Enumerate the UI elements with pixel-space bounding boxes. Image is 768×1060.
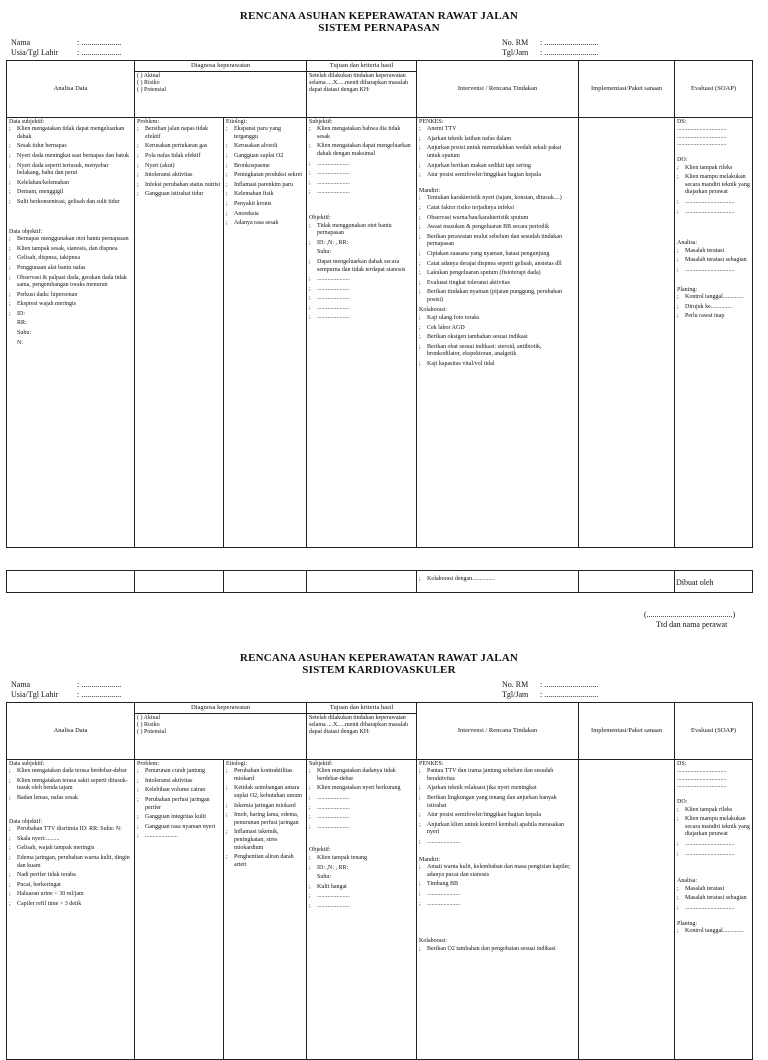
opt-aktual[interactable]: ( ) Aktual — [137, 72, 160, 79]
list-item: ; Ajarkan teknik latihan nafas dalam — [419, 136, 576, 144]
list-item: ; Bronkospasme — [226, 163, 304, 171]
list-item: ; Klien mampu melakukan secara mandiri teknik yang diajarkan perawat — [677, 816, 750, 839]
form-title: RENCANA ASUHAN KEPERAWATAN RAWAT JALAN — [239, 10, 519, 22]
ds-line[interactable]: ................................. — [677, 133, 727, 140]
list-item: ; Klien tampak rileks — [677, 165, 750, 173]
list-item: ; Klien tampak tenang — [309, 855, 414, 863]
penkes-list — [419, 768, 576, 846]
list-item: ; Iskemia jaringan miokard — [226, 803, 304, 811]
list-item: ; Kerusakan pertukaran gas — [137, 143, 221, 151]
extra-cell[interactable] — [307, 570, 417, 592]
analisa-eval-label: Analisa: — [677, 878, 698, 885]
signature-line[interactable]: (...........................................) — [644, 610, 736, 619]
list-item: ; Imob, baring lama, edema, penurunan perfusi jaringan — [226, 812, 304, 827]
header-diagnosa: Diagnosa keperawatan — [135, 61, 307, 72]
dibuat-oleh: Dibuat oleh — [676, 578, 714, 587]
mandiri-list — [419, 195, 576, 304]
analisa-eval-label: Analisa: — [677, 240, 698, 247]
list-item: ; Kelelahan/kelemahan — [9, 180, 132, 188]
kolab-label: Kolaborasi: — [419, 307, 448, 314]
tujuan-obj-label: Objektif: — [309, 847, 331, 854]
list-item[interactable]: ; Masalah teratasi sebagian — [677, 895, 750, 903]
etiologi-label: Etiologi: — [226, 118, 247, 125]
list-item: ; Peningkatan produksi sekret — [226, 172, 304, 180]
nama-label: Nama — [11, 680, 31, 689]
ds-line[interactable]: ................................. — [677, 768, 727, 775]
list-item: ; Awasi masukan & pengeluaran BB secara periodik — [419, 224, 576, 232]
list-item[interactable]: ; ...................... — [309, 805, 414, 813]
list-item[interactable]: ; ...................... — [309, 161, 414, 169]
list-item: ; Klien mengatakan dadanya tidak berdebar-debar — [309, 768, 414, 783]
penkes-list — [419, 126, 576, 180]
opt-aktual[interactable]: ( ) Aktual — [137, 714, 160, 721]
list-item: ; Capiler refil time > 3 detik — [9, 901, 132, 909]
list-item: ; Klien mengatakan terasa sakit seperti ditusuk-tusuk oleh benda tajam — [9, 778, 132, 793]
tujuan-cell — [307, 759, 417, 1059]
list-item: ; Sesak tidur bernapas — [9, 143, 132, 151]
list-item[interactable]: ; ...................... — [309, 295, 414, 303]
list-item: ; Berikan obat sesuai indikasi: steroid, antibiotik, bronkodilator, ekspektoran, analgetik — [419, 344, 576, 359]
list-item: ; Ciptakan suasana yang nyaman, batasi pengunjung — [419, 251, 576, 259]
tujuan-sub: Setelah dilakukan tindakan keperawatan selama ....X.....menit diharapkan masalah dapat diatasi dengan KH: — [307, 713, 417, 759]
list-item: ; Haluaran urine < 30 ml/jam — [9, 891, 132, 899]
list-item: ; Badan lemas, nafas sesak — [9, 795, 132, 803]
problem-label: Problem: — [137, 118, 159, 125]
list-item: ; Skala nyeri:......... — [9, 836, 132, 844]
norm-field[interactable]: : ........................... — [540, 680, 599, 689]
subj-list — [9, 126, 132, 206]
intervensi-cell — [417, 117, 579, 547]
list-item: ; Gelisah, wajah tampak meringis — [9, 845, 132, 853]
list-item: ; Perubahan perfusi jaringan perifer — [137, 797, 221, 812]
list-item: ; Evaluasi tingkat toleransi aktivitas — [419, 280, 576, 288]
list-item: ; Kerusakan alveoli — [226, 143, 304, 151]
planing-label: Planing: — [677, 286, 698, 293]
list-item: ; ID: ,N: , RR: — [309, 240, 414, 248]
list-item[interactable]: ; ................................. — [677, 209, 750, 217]
list-item: ; Penyakit kronis — [226, 201, 304, 209]
header-diagnosa: Diagnosa keperawatan — [135, 703, 307, 714]
care-plan-table — [6, 702, 753, 1060]
list-item: ; Perkusi dada: hipersonan — [9, 292, 132, 300]
nama-label: Nama — [11, 38, 31, 47]
kolab-label: Kolaborasi: — [419, 938, 448, 945]
evaluasi-cell — [675, 759, 753, 1059]
ds-line[interactable]: ................................. — [677, 775, 727, 782]
list-item: ; Penurunan curah jantung — [137, 768, 221, 776]
analisa-eval-list — [677, 248, 750, 275]
list-item: ; Infeksi perubahan status nutrisi — [137, 182, 221, 190]
header-evaluasi: Evaluasi (SOAP) — [675, 703, 753, 760]
opt-potensial[interactable]: ( ) Potensial — [137, 86, 166, 93]
header-implementasi: Implementasi/Paket sanaan — [579, 61, 675, 118]
list-item[interactable]: ; ...................... — [137, 833, 221, 841]
list-item: ; Inflamasi parenkim paru — [226, 182, 304, 190]
list-item: ; Klien mengatakan tidak dapat mengeluarkan dahak — [9, 126, 132, 141]
extra-cell — [417, 570, 579, 592]
list-item: ; Nyeri dada seperti tertusuk, menyebar belakang, bahu dan perut — [9, 163, 132, 178]
list-item: ; Edema jaringan, perubahan warna kulit, dingin dan kuam — [9, 855, 132, 870]
list-item: RR: — [17, 320, 27, 327]
planing-list — [677, 928, 750, 936]
list-item: ; Timbang BB — [419, 881, 576, 889]
list-item[interactable]: ; ...................... — [419, 901, 576, 909]
list-item[interactable]: ; ...................... — [309, 893, 414, 901]
implementasi-cell[interactable] — [579, 117, 675, 547]
form-pernapasan — [6, 10, 752, 593]
list-item[interactable]: ; ................................. — [677, 905, 750, 913]
norm-label: No. RM — [502, 38, 529, 47]
usia-label: Usia/Tgl Lahir — [11, 48, 59, 57]
kolab-list — [419, 946, 576, 954]
list-item: ; Klien mengatakan dapat mengeluarkan dahak dengan maksimal — [309, 143, 414, 158]
list-item[interactable]: ; ...................... — [309, 286, 414, 294]
tgl-field[interactable]: : ........................... — [540, 48, 599, 57]
kolab-list — [419, 315, 576, 369]
etiologi-list — [226, 126, 304, 228]
list-item: ; Tidak menggunakan otot bantu pernapasan — [309, 223, 414, 238]
list-item: ; Pucat, berkeringat — [9, 882, 132, 890]
list-item: ; Berikan tindakan nyaman (pijatan punggung, perubahan posisi) — [419, 289, 576, 304]
header-implementasi: Implementasi/Paket sanaan — [579, 703, 675, 760]
list-item[interactable]: ; ...................... — [419, 839, 576, 847]
list-item: ; Perubahan kontraktilitas miokard — [226, 768, 304, 783]
list-item: ; Berikan perawatan mulut sebelum dan sesudah tindakan pernapasan — [419, 234, 576, 249]
ds-label: DS: — [677, 760, 687, 767]
tgl-label: Tgl/Jam — [502, 48, 529, 57]
list-item: Suhu: — [317, 874, 332, 881]
list-item: ; Lakukan pengeluaran sputum (fisioterapi dada) — [419, 270, 576, 278]
header-analisa: Analisa Data — [7, 61, 135, 118]
list-item: ; Intoleransi aktivitas — [137, 172, 221, 180]
penkes-label: PENKES: — [419, 118, 444, 125]
opt-potensial[interactable]: ( ) Potensial — [137, 728, 166, 735]
list-item[interactable]: ; ...................... — [309, 170, 414, 178]
list-item: ; Nyeri (akut) — [137, 163, 221, 171]
list-item[interactable]: ; ...................... — [309, 795, 414, 803]
list-item: ; Observasi warna/bau/karakteristik sputum — [419, 215, 576, 223]
list-item: ; Kaji ulang foto toraks — [419, 315, 576, 323]
patient-meta — [6, 680, 752, 702]
list-item[interactable]: ; Kontrol tanggal.............. — [677, 294, 750, 302]
problem-list — [137, 126, 221, 199]
list-item: ; Demam, menggigil — [9, 189, 132, 197]
care-plan-table-extra — [6, 570, 753, 593]
list-item: ; Observasi & palpasi dada, gerakan dada tidak sama, pengembangan toraks menurun — [9, 275, 132, 290]
do-list — [677, 807, 750, 859]
list-item: ; Kelebihan volume cairan — [137, 787, 221, 795]
header-evaluasi: Evaluasi (SOAP) — [675, 61, 753, 118]
list-item[interactable]: ; ...................... — [309, 314, 414, 322]
subj-list — [9, 768, 132, 802]
nama-field[interactable]: : .................... — [77, 680, 122, 689]
list-item: ; Adanya rasa sesak — [226, 220, 304, 228]
tgl-field[interactable]: : ........................... — [540, 690, 599, 699]
problem-cell — [135, 117, 224, 547]
form-subtitle: SISTEM PERNAPASAN — [318, 22, 440, 34]
list-item[interactable]: ; ...................... — [309, 276, 414, 284]
penkes-label: PENKES: — [419, 760, 444, 767]
list-item[interactable]: ; ...................... — [309, 189, 414, 197]
list-item[interactable]: ; Kolaborasi dengan............... — [419, 576, 576, 584]
list-item: ; Atur posisi semifowler/tinggikan bagian kepala — [419, 172, 576, 180]
list-item: ; Kulit hangat — [309, 884, 414, 892]
list-item: ; ID: ,N: , RR: — [309, 865, 414, 873]
list-item: ; Ekspansi paru yang terganggu — [226, 126, 304, 141]
list-item[interactable]: ; Masalah teratasi — [677, 886, 750, 894]
ds-line[interactable]: ................................. — [677, 126, 727, 133]
obj-label: Data objektif: — [9, 228, 43, 235]
ds-line[interactable]: ................................. — [677, 141, 727, 148]
obj-list — [9, 236, 132, 347]
list-item[interactable]: ; Kontrol tanggal.............. — [677, 928, 750, 936]
list-item: ; Catat faktor risiko terjadinya infeksi — [419, 205, 576, 213]
list-item: ; Penggunaan alat bantu nafas — [9, 265, 132, 273]
list-item: ; Pantau TTV dan irama jantung sebelum dan sesudah beraktivitas — [419, 768, 576, 783]
list-item: ; Atur posisi semifowler/tinggikan bagian kepala — [419, 812, 576, 820]
list-item: ; Ajarkan teknik relaksasi jika nyeri meningkat — [419, 785, 576, 793]
usia-field[interactable]: : .................... — [77, 690, 122, 699]
list-item: ; Amati warna kulit, kelembaban dan masa pengisian kapiler, adanya pucat dan sianosis — [419, 864, 576, 879]
list-item: ; Bernapas menggunakan otot bantu pernapasan — [9, 236, 132, 244]
nama-field[interactable]: : .................... — [77, 38, 122, 47]
usia-label: Usia/Tgl Lahir — [11, 690, 59, 699]
list-item: ; Berikan O2 tambahan dan pengobatan sesuai indikasi — [419, 946, 576, 954]
extra-cell[interactable] — [224, 570, 307, 592]
tujuan-subj-list — [309, 126, 414, 197]
evaluasi-cell — [675, 117, 753, 547]
etiologi-list — [226, 768, 304, 869]
list-item: Suhu: — [317, 249, 332, 256]
list-item[interactable]: ; ................................. — [677, 841, 750, 849]
list-item: ; Nadi perifer tidak teraba — [9, 872, 132, 880]
tujuan-obj-label: Objektif: — [309, 214, 331, 221]
list-item[interactable]: ; ...................... — [309, 305, 414, 313]
list-item: ; Anoreksia — [226, 211, 304, 219]
extra-cell[interactable] — [7, 570, 135, 592]
intervensi-cell — [417, 759, 579, 1059]
list-item: ; Sulit berkonsentrasi, gelisah dan sulit tidur — [9, 199, 132, 207]
ds-label: DS: — [677, 118, 687, 125]
list-item: ; Anemi TTV — [419, 126, 576, 134]
list-item[interactable]: ; ...................... — [309, 814, 414, 822]
form-subtitle: SISTEM KARDIOVASKULER — [302, 664, 456, 676]
subj-label: Data subjektif: — [9, 760, 45, 767]
extra-cell[interactable] — [135, 570, 224, 592]
mandiri-list — [419, 864, 576, 908]
obj-label: Data objektif: — [9, 818, 43, 825]
list-item: ; Anjurkan klien untuk kontrol kembali apabila merasakan nyeri — [419, 822, 576, 837]
kolab2-list — [419, 576, 576, 584]
list-item[interactable]: ; Masalah teratasi — [677, 248, 750, 256]
tujuan-subj-label: Subjektif: — [309, 118, 333, 125]
list-item[interactable]: ; ................................. — [677, 851, 750, 859]
header-tujuan: Tujuan dan kriteria hasil — [307, 703, 417, 714]
etiologi-cell — [224, 117, 307, 547]
planing-label: Planing: — [677, 920, 698, 927]
etiologi-cell — [224, 759, 307, 1059]
list-item: ; Intoleransi aktivitas — [137, 778, 221, 786]
subj-label: Data subjektif: — [9, 118, 45, 125]
list-item: ; Penghentian aliran darah arteri — [226, 854, 304, 869]
list-item: ; Berikan lingkungan yang tenang dan anjurkan banyak istirahat — [419, 795, 576, 810]
list-item: ; Berikan oksigen tambahan sesuai indikasi — [419, 334, 576, 342]
list-item[interactable]: ; ...................... — [309, 180, 414, 188]
list-item[interactable]: ; Masalah teratasi sebagian — [677, 257, 750, 265]
planing-list — [677, 294, 750, 321]
list-item: ; Dapat mengeluarkan dahak secara sempurna dan tidak terdapat sianosis — [309, 259, 414, 274]
list-item: ; Perubahan TTV disritmia ID: RR: Suhu: N: — [9, 826, 132, 834]
list-item: ; Klien tampak sesak, sianosis, dan dispnea — [9, 246, 132, 254]
list-item: ; Kaji kapasitas vital/vol tidal — [419, 361, 576, 369]
opt-risiko[interactable]: ( ) Risiko — [137, 79, 160, 86]
list-item: Suhu: — [17, 330, 32, 337]
tujuan-sub: Setelah dilakukan tindakan keperawatan selama ....X.....menit diharapkan masalah dapat diatasi dengan KH: — [307, 71, 417, 117]
list-item: N: — [17, 339, 23, 346]
list-item: ; Nyeri dada meningkat saat bernapas dan batuk — [9, 153, 132, 161]
tgl-label: Tgl/Jam — [502, 690, 529, 699]
list-item[interactable]: ; ................................. — [677, 267, 750, 275]
list-item: ; Klien mengatakan bahwa dia tidak sesak — [309, 126, 414, 141]
problem-label: Problem: — [137, 760, 159, 767]
etiologi-label: Etiologi: — [226, 760, 247, 767]
patient-meta — [6, 38, 752, 60]
list-item: ; Kelemahan fisik — [226, 191, 304, 199]
list-item: ; Tentukan karakteristik nyeri (tajam, konstan, ditusuk....) — [419, 195, 576, 203]
list-item: ; Ketidak seimbangan antara suplai O2, kebutuhan umum — [226, 785, 304, 800]
list-item[interactable]: ; ...................... — [419, 891, 576, 899]
list-item: ; Klien tampak rileks — [677, 807, 750, 815]
list-item: ; Anjurkan posisi untuk memudahkan wedah sekali pakai untuk sputum — [419, 145, 576, 160]
tujuan-subj-label: Subjektif: — [309, 760, 333, 767]
list-item: ; Klien mampu melakukan secara mandiri teknik yang diajarkan perawat — [677, 174, 750, 197]
list-item: ; ID: — [9, 311, 132, 319]
norm-field[interactable]: : ........................... — [540, 38, 599, 47]
analisa-cell — [7, 759, 135, 1059]
problem-list — [137, 768, 221, 841]
header-tujuan: Tujuan dan kriteria hasil — [307, 61, 417, 72]
list-item: ; Gangguan suplai O2 — [226, 153, 304, 161]
do-label: DO: — [677, 156, 688, 163]
list-item[interactable]: ; ...................... — [309, 903, 414, 911]
obj-list — [9, 826, 132, 908]
diagnosa-options — [135, 713, 307, 759]
care-plan-table — [6, 60, 753, 548]
do-label: DO: — [677, 798, 688, 805]
mandiri-label: Mandiri: — [419, 856, 441, 863]
list-item: ; Catat adanya derajat dispnea seperti gelisah, ansietas dll — [419, 261, 576, 269]
list-item: ; Cek labor AGD — [419, 325, 576, 333]
list-item: ; Anjurkan berikan makan sedikit tapi sering — [419, 163, 576, 171]
list-item: ; Ekspresi wajah meringis — [9, 301, 132, 309]
problem-cell — [135, 759, 224, 1059]
list-item[interactable]: ; ...................... — [309, 824, 414, 832]
form-title: RENCANA ASUHAN KEPERAWATAN RAWAT JALAN — [239, 652, 519, 664]
tujuan-obj-list — [309, 223, 414, 323]
opt-risiko[interactable]: ( ) Risiko — [137, 721, 160, 728]
list-item: ; Pola nafas tidak efektif — [137, 153, 221, 161]
signature-label: Ttd dan nama perawat — [656, 620, 728, 629]
header-analisa: Analisa Data — [7, 703, 135, 760]
list-item: ; Gelisah, dispnea, takipnea — [9, 255, 132, 263]
list-item: ; Gangguan integritas kulit — [137, 814, 221, 822]
do-list — [677, 165, 750, 217]
header-intervensi: Intervensi / Rencana Tindakan — [417, 703, 579, 760]
norm-label: No. RM — [502, 680, 529, 689]
list-item[interactable]: ; Dirujuk ke.............. — [677, 304, 750, 312]
diagnosa-options — [135, 71, 307, 117]
list-item[interactable]: ; ................................. — [677, 199, 750, 207]
list-item: ; Klien mengatakan dada terasa berdebar-debar — [9, 768, 132, 776]
list-item: ; Bersihan jalan napas tidak efektif — [137, 126, 221, 141]
ds-line[interactable]: ................................. — [677, 783, 727, 790]
tujuan-subj-list — [309, 768, 414, 831]
analisa-cell — [7, 117, 135, 547]
list-item: ; Inflamasi iskemik, peningkatan, stres miokardium — [226, 829, 304, 852]
mandiri-label: Mandiri: — [419, 187, 441, 194]
list-item: ; Klien mengatakan nyeri berkurang — [309, 785, 414, 793]
form-kardiovaskuler — [6, 652, 752, 1060]
implementasi-cell[interactable] — [579, 759, 675, 1059]
header-intervensi: Intervensi / Rencana Tindakan — [417, 61, 579, 118]
tujuan-cell — [307, 117, 417, 547]
analisa-eval-list — [677, 886, 750, 913]
list-item[interactable]: ; Perlu rawat inap — [677, 313, 750, 321]
tujuan-obj-list — [309, 855, 414, 911]
usia-field[interactable]: : .................... — [77, 48, 122, 57]
extra-cell[interactable] — [579, 570, 675, 592]
list-item: ; Gangguan istirahat tidur — [137, 191, 221, 199]
list-item: ; Gangguan rasa nyaman nyeri — [137, 824, 221, 832]
